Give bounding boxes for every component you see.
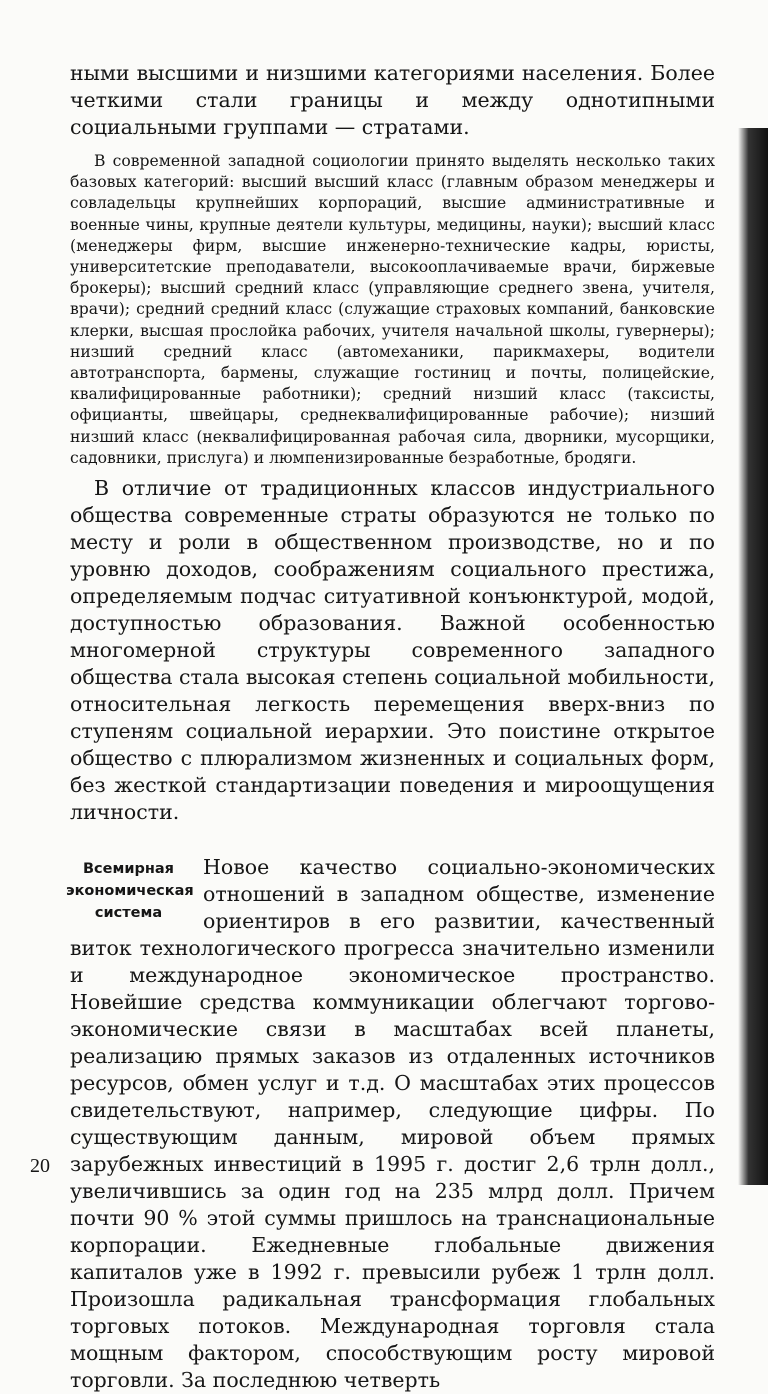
page-number: 20 — [30, 1155, 50, 1177]
side-heading-line: экономическая — [66, 883, 194, 900]
paragraph-world-economy: Новое качество социально-экономических отношений в западном обществе, изменение ориентиров в его развитии, качественный виток технологического прогресса значительно изменили и международное экономическое пространство. Новейшие средства коммуникации облегчают торгово-экономические связи в масштабах всей планеты, реализацию прямых заказов из отдаленных источников ресурсов, обмен услуг и т.д. О масштабах этих процессов свидетельствуют, например, следующие цифры. По существующим данным, мировой объем прямых зарубежных инвестиций в 1995 г. достиг 2,6 трлн долл., увеличившись за один год на 235 млрд долл. Причем почти 90 % этой суммы пришлось на транснациональные корпорации. Ежедневные глобальные движения капиталов уже в 1992 г. превысили рубеж 1 трлн долл. Произошла радикальная трансформация глобальных торговых потоков. Международная торговля стала мощным фактором, способствующим росту мировой торговли. За последнюю четверть — [70, 855, 715, 1393]
paragraph-class-categories: В современной западной социологии принято выделять несколько таких базовых категорий: высший высший класс (главным образом менеджеры и совладельцы крупнейших корпораций, высшие административные и военные чины, крупные деятели культуры, медицины, науки); высший класс (менеджеры фирм, высшие инженерно-технические кадры, юристы, университетские преподаватели, высокооплачиваемые врачи, биржевые брокеры); высший средний класс (управляющие среднего звена, учителя, врачи); средний средний класс (служащие страховых компаний, банковские клерки, высшая прослойка рабочих, учителя начальной школы, гувернеры); низший средний класс (автомеханики, парикмахеры, водители автотранспорта, бармены, служащие гостиниц и почты, полицейские, квалифицированные работники); средний низший класс (таксисты, официанты, швейцары, среднеквалифицированные рабочие); низший низший класс (неквалифицированная рабочая сила, дворники, мусорщики, садовники, прислуга) и люмпенизированные безработные, бродяги. — [70, 152, 715, 467]
paragraph-continuation: ными высшими и низшими категориями населения. Более четкими стали границы и между однотипными социальными группами — стратами. — [70, 61, 715, 139]
paragraph-modern-strata: В отличие от традиционных классов индустриального общества современные страты образуются не только по месту и роли в общественном производстве, но и по уровню доходов, соображениям социального престижа, определяемым подчас ситуативной конъюнктурой, модой, доступностью образования. Важной особенностью многомерной структуры современного западного общества стала высокая степень социальной мобильности, относительная легкость перемещения вверх-вниз по ступеням социальной иерархии. Это поистине открытое общество с плюрализмом жизненных и социальных форм, без жесткой стандартизации поведения и мироощущения личности. — [70, 476, 715, 825]
side-heading — [66, 858, 194, 924]
side-heading-line: система — [94, 905, 163, 922]
page-body — [66, 60, 715, 1394]
page-edge-shadow — [738, 128, 768, 1185]
section-world-economy — [66, 854, 715, 1394]
side-heading-line: Всемирная — [83, 861, 174, 878]
